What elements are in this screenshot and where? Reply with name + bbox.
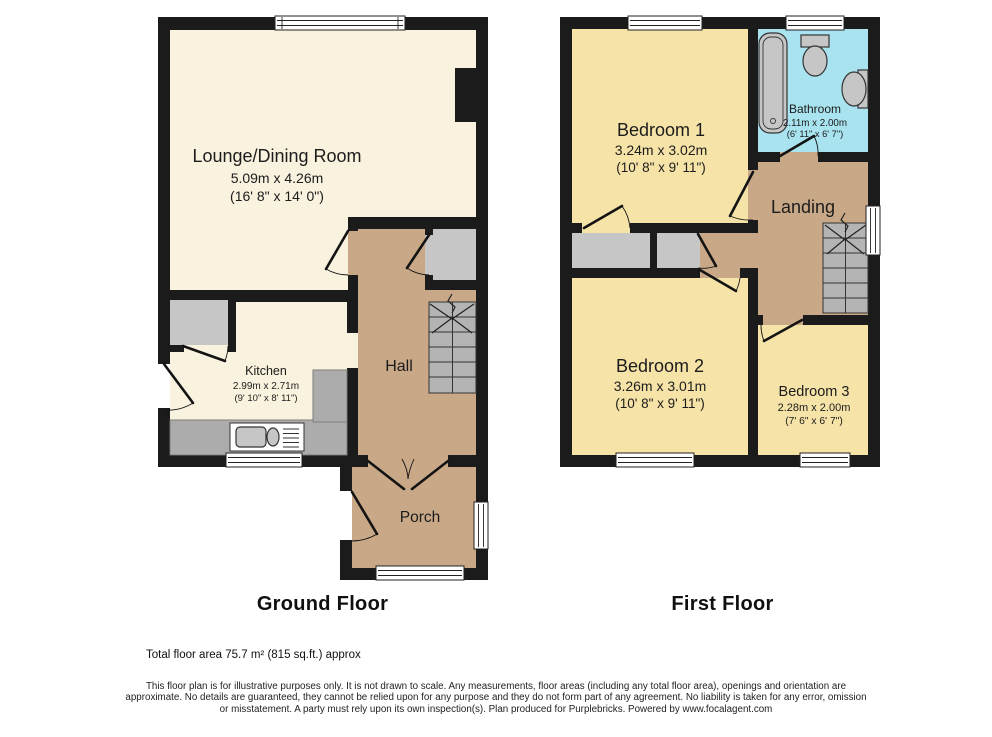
bedroom3-metric: 2.28m x 2.00m: [777, 402, 851, 414]
kitchen-sink-unit: [230, 423, 304, 451]
hall-porch-opening: [368, 455, 448, 467]
bedroom3-window: [800, 453, 850, 467]
porch-top-wall-right: [448, 455, 476, 467]
disclaimer-line-2: approximate. No details are guaranteed, they cannot be relied upon for any purpose and they do not form part of any agreement. No liability is taken for any error, omission: [125, 692, 867, 704]
disclaimer-line-1: This floor plan is for illustrative purposes only. It is not drawn to scale. Any measurements, floor areas (including any total floor area), openings and orientation are: [145, 681, 847, 692]
kitchen-window: [226, 453, 302, 467]
landing-cupboard-b: [657, 233, 700, 268]
sink-icon: [842, 70, 868, 108]
bedroom1-label: Bedroom 1: [616, 120, 706, 140]
bathroom-imperial: (6' 11" x 6' 7"): [786, 129, 844, 139]
bedroom2-right-wall: [748, 268, 758, 455]
first-floor-title: First Floor: [671, 593, 774, 615]
bedroom1-metric: 3.24m x 3.02m: [614, 142, 708, 158]
porch-side-door-opening: [340, 491, 352, 540]
bedroom1-imperial: (10' 8" x 9' 11"): [616, 160, 706, 175]
bedroom1-right-wall: [748, 29, 758, 170]
landing-window: [866, 206, 880, 255]
bathroom-window: [786, 16, 844, 30]
ground-floor-title: Ground Floor: [256, 593, 389, 615]
porch-front-window: [376, 566, 464, 580]
bedroom2-metric: 3.26m x 3.01m: [613, 378, 707, 394]
chimney-breast: [455, 68, 476, 122]
landing-cupboard-a: [572, 233, 650, 268]
cupboard-divider-wall: [650, 233, 657, 268]
toilet-icon: [801, 35, 829, 76]
hall-top-wall: [348, 217, 476, 229]
bedroom2-label: Bedroom 2: [615, 356, 705, 376]
kitchen-imperial: (9' 10" x 8' 11"): [234, 393, 298, 404]
hall-cupboard-bottom-wall: [425, 280, 476, 290]
kitchen-label: Kitchen: [245, 364, 287, 378]
lounge-hall-opening: [348, 231, 358, 275]
hall-label: Hall: [385, 358, 413, 375]
bedroom2-imperial: (10' 8" x 9' 11"): [615, 396, 705, 411]
bedroom3-label: Bedroom 3: [778, 384, 850, 400]
bathroom-metric: 2.11m x 2.00m: [782, 118, 848, 129]
bedroom1-window: [628, 16, 702, 30]
kitchen-cupboard-wall: [228, 300, 236, 352]
landing-label: Landing: [770, 197, 836, 217]
first-floor-plan: [550, 10, 895, 480]
hall-cupboard: [433, 229, 476, 280]
bedroom2-window: [616, 453, 694, 467]
kitchen-counter-return: [313, 370, 347, 422]
porch-side-window: [474, 502, 488, 549]
lounge-metric: 5.09m x 4.26m: [230, 170, 324, 186]
ground-floor-plan: [150, 10, 495, 590]
kitchen-metric: 2.99m x 2.71m: [232, 381, 300, 392]
ground-stairs: [429, 294, 476, 393]
lounge-window: [275, 16, 405, 30]
porch-top-wall-left: [340, 455, 368, 467]
bedroom3-imperial: (7' 6" x 6' 7"): [785, 416, 843, 427]
first-stairs: [823, 213, 868, 313]
lounge-label: Lounge/Dining Room: [192, 146, 362, 166]
disclaimer: [66, 681, 926, 715]
disclaimer-line-3: or misstatement. A party must rely upon its own inspection(s). Plan produced for Purplebricks. Powered by www.focalagent.com: [219, 703, 773, 715]
porch-label: Porch: [399, 509, 441, 526]
kitchen-hall-opening: [347, 333, 358, 368]
kitchen-cupboard: [170, 300, 228, 345]
total-floor-area: Total floor area 75.7 m² (815 sq.ft.) approx: [146, 649, 361, 661]
lounge-imperial: (16' 8" x 14' 0"): [230, 188, 324, 204]
bathroom-label: Bathroom: [788, 102, 842, 116]
